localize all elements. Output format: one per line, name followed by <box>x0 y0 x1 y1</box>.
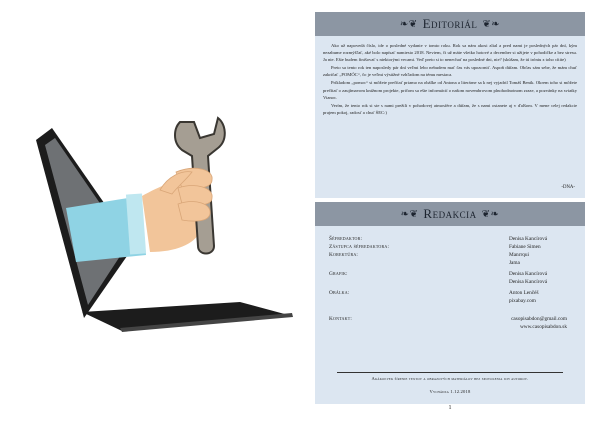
credit-label: Obálka: <box>329 290 350 296</box>
redakcia-box <box>315 226 585 404</box>
editorial-signature: -DNA- <box>561 185 575 190</box>
credit-value: Denisa Kancírová <box>509 271 548 277</box>
credit-row <box>329 243 575 251</box>
credit-row <box>329 235 575 243</box>
contact-row <box>329 315 575 323</box>
editorial-paragraph: Verím, že tento rok si ste s nami prežili v pohodovej atmosfére a dúfam, že s nami ostanete aj v ďalšom. V mene celej redakcie prajem pokoj, radosť a chuť ŠEC:) <box>323 102 577 115</box>
redakcia-title: Redakcia <box>423 206 477 221</box>
editorial-header <box>315 12 585 36</box>
page-number: 1 <box>448 405 452 411</box>
credit-value: Denisa Kancírová <box>509 279 548 285</box>
editorial-box <box>315 36 585 198</box>
credit-value: Jama <box>509 260 520 266</box>
contact-email: casopisabdon@gmail.com <box>511 316 567 322</box>
ornament-right-icon: ❦❧ <box>482 18 501 30</box>
issue-date: Vychádza 1.12.2018 <box>429 389 471 394</box>
credit-row <box>329 297 575 305</box>
credit-label: Grafik: <box>329 271 348 277</box>
editorial-paragraph: Príkladom „pomoc“ si môžete prečítať priamo na obálke od Antona a literárne sa k nej vyjadril Tomáš Benik. Okrem toho si môžete prečítať o zaujímavom knižnom projekte, pričom sa ešte informácií o našom novembrovom plnohodnotnom zraze, a pozvánky na sviatky Vianoc. <box>323 80 577 100</box>
ornament-left-icon: ❧❦ <box>400 208 419 220</box>
magazine-page <box>315 0 585 424</box>
credit-row <box>329 259 575 267</box>
credit-value: pixabay.com <box>509 298 536 304</box>
contact-label: Kontakt: <box>329 316 353 322</box>
credit-value: Manrrqui <box>509 252 530 258</box>
divider <box>337 372 563 373</box>
credit-label: Zástupca šéfredaktora: <box>329 244 390 250</box>
credit-row <box>329 289 575 297</box>
credits-list <box>329 235 575 331</box>
ornament-left-icon: ❧❦ <box>399 18 418 30</box>
editorial-paragraph: Preto sa tento rok ten naposledy pár dní veľmi lebo nebudem mať čas vás upozorniť. Aspoň dúfam. Občas sám sebe, že mám chuť zakričať „POMÓC“, čo je veľmi výstižné vzhľadom na tému mesiaca. <box>323 65 577 78</box>
credit-value: Fabiane Simen <box>509 244 541 250</box>
finger-3 <box>178 202 210 222</box>
editorial-paragraph: Ako už napovedá číslo, ide o posledné vydanie v tomto roku. Rok sa nám akosi zlial a pred nami je posledných pár dní, kým nezabume rozmýšľať, aké bolo napísať namiesto 2018. Neviem, či už máte všetko hotové a december si užijete v pohodičke a bez stresu. Ja nie. Ešte budem finišovať s niektorými vecami. Veď preto si to nenechať na posledné dni, nie? (skúšam, že tú iróniu z toho cítite) <box>323 43 577 63</box>
credit-label: Korektúra: <box>329 252 359 258</box>
credit-row <box>329 278 575 286</box>
credit-row <box>329 270 575 278</box>
credit-row <box>329 251 575 259</box>
contact-website: www.casopisabdon.sk <box>519 324 567 330</box>
contact-row <box>329 323 575 331</box>
redakcia-header <box>315 202 585 226</box>
rights-notice: Akákoľvek šírenie textov a obrazových materiálov bez spovolenia ich autorov. <box>371 376 529 381</box>
credit-value: Denisa Kancírová <box>509 236 548 242</box>
credit-value: Anton Lenčéš <box>509 290 539 296</box>
credit-label: Šéfredaktor: <box>329 236 363 242</box>
editorial-title: Editoriál <box>422 16 478 31</box>
ornament-right-icon: ❦❧ <box>481 208 500 220</box>
